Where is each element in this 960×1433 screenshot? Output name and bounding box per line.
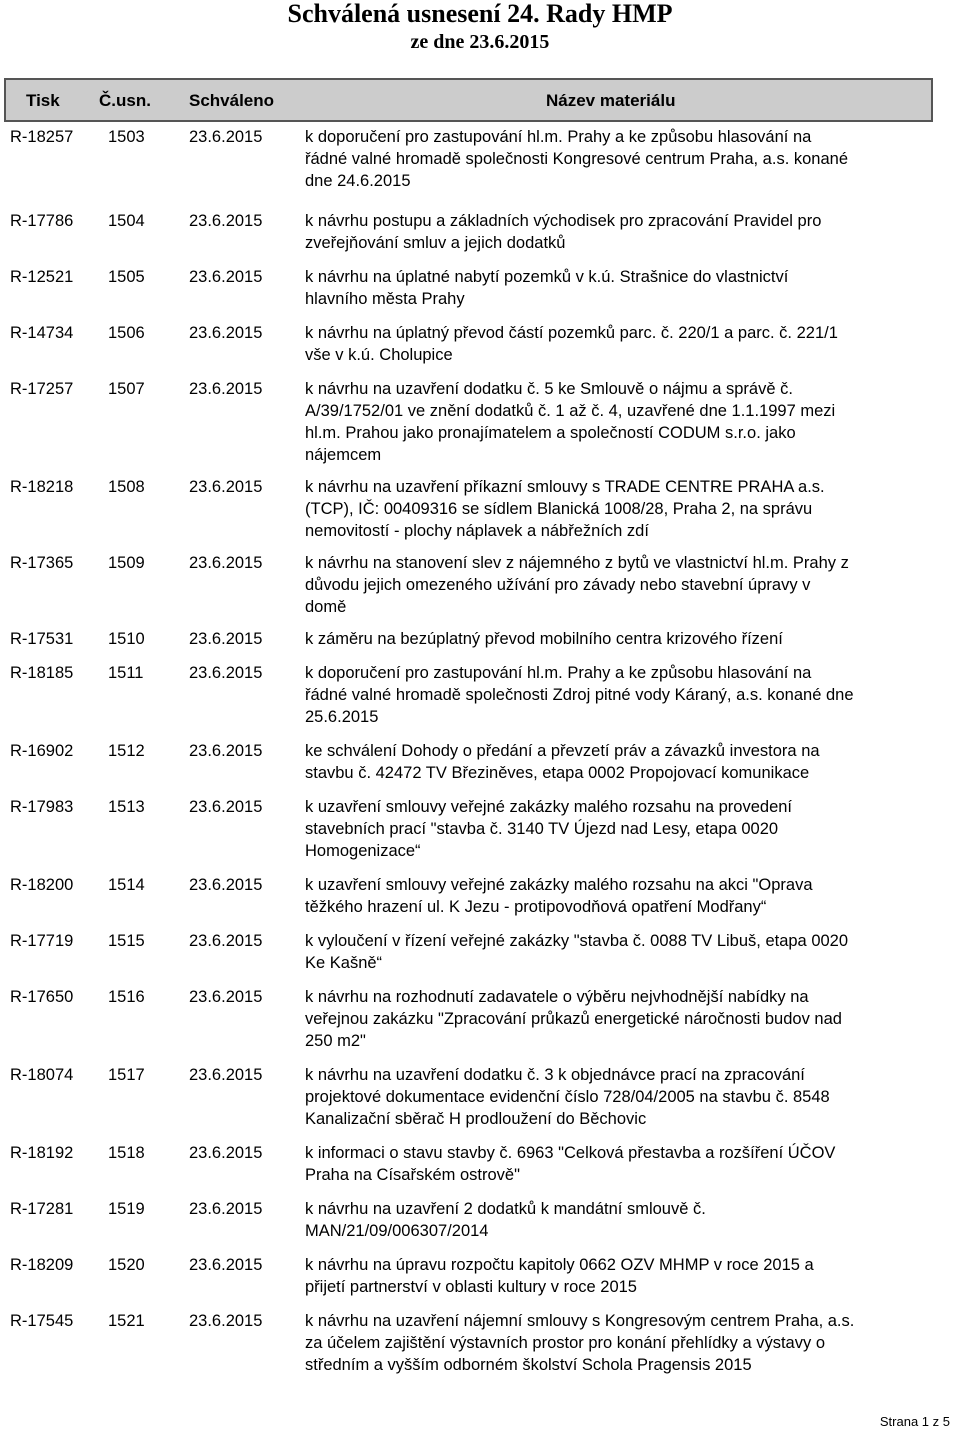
table-row: [0, 266, 960, 310]
tisk-cell: R-18074: [10, 1066, 74, 1084]
tisk-cell: R-18257: [10, 128, 74, 146]
table-row: [0, 1254, 960, 1298]
material-name-line: zveřejňování smluv a jejich dodatků: [305, 234, 566, 252]
resolution-number-cell: 1503: [108, 128, 145, 146]
approved-date-cell: 23.6.2015: [189, 1200, 263, 1218]
material-name-line: k návrhu na stanovení slev z nájemného z bytů ve vlastnictví hl.m. Prahy z: [305, 554, 849, 572]
material-name-line: řádné valné hromadě společnosti Zdroj pitné vody Káraný, a.s. konané dne: [305, 686, 854, 704]
material-name-cell: [305, 552, 945, 618]
resolution-number-cell: 1520: [108, 1256, 145, 1274]
table-row: [0, 210, 960, 254]
resolution-number-cell: 1514: [108, 876, 145, 894]
approved-date-cell: 23.6.2015: [189, 988, 263, 1006]
table-header: [4, 78, 933, 122]
material-name-cell: [305, 930, 945, 974]
resolution-number-cell: 1504: [108, 212, 145, 230]
tisk-cell: R-17257: [10, 380, 74, 398]
tisk-cell: R-16902: [10, 742, 74, 760]
page-subtitle: ze dne 23.6.2015: [410, 31, 550, 53]
resolution-number-cell: 1509: [108, 554, 145, 572]
resolution-number-cell: 1513: [108, 798, 145, 816]
table-row: [0, 476, 960, 542]
table-row: [0, 930, 960, 974]
table-row: [0, 1310, 960, 1376]
approved-date-cell: 23.6.2015: [189, 554, 263, 572]
approved-date-cell: 23.6.2015: [189, 324, 263, 342]
material-name-line: dne 24.6.2015: [305, 172, 411, 190]
material-name-line: k uzavření smlouvy veřejné zakázky malého rozsahu na akci "Oprava: [305, 876, 813, 894]
material-name-cell: [305, 210, 945, 254]
tisk-cell: R-18192: [10, 1144, 74, 1162]
material-name-cell: [305, 874, 945, 918]
material-name-line: hl.m. Prahou jako pronajímatelem a společností CODUM s.r.o. jako: [305, 424, 796, 442]
material-name-line: přijetí partnerství v oblasti kultury v roce 2015: [305, 1278, 637, 1296]
column-header-schvaleno: Schváleno: [189, 91, 275, 110]
tisk-cell: R-18185: [10, 664, 74, 682]
approved-date-cell: 23.6.2015: [189, 798, 263, 816]
approved-date-cell: 23.6.2015: [189, 1312, 263, 1330]
material-name-line: (TCP), IČ: 00409316 se sídlem Blanická 1008/28, Praha 2, na správu: [305, 500, 813, 518]
tisk-cell: R-17365: [10, 554, 74, 572]
approved-date-cell: 23.6.2015: [189, 630, 263, 648]
material-name-line: domě: [305, 598, 347, 616]
tisk-cell: R-17531: [10, 630, 74, 648]
page-title-block: [0, 0, 960, 53]
material-name-line: hlavního města Prahy: [305, 290, 465, 308]
material-name-cell: [305, 322, 945, 366]
tisk-cell: R-14734: [10, 324, 74, 342]
material-name-cell: [305, 126, 945, 192]
material-name-line: ke schválení Dohody o předání a převzetí práv a závazků investora na: [305, 742, 820, 760]
material-name-line: k návrhu na uzavření 2 dodatků k mandátní smlouvě č.: [305, 1200, 706, 1218]
resolution-number-cell: 1519: [108, 1200, 145, 1218]
resolution-number-cell: 1508: [108, 478, 145, 496]
resolution-number-cell: 1510: [108, 630, 145, 648]
approved-date-cell: 23.6.2015: [189, 1256, 263, 1274]
material-name-line: vše v k.ú. Cholupice: [305, 346, 453, 364]
material-name-line: 25.6.2015: [305, 708, 379, 726]
tisk-cell: R-17545: [10, 1312, 74, 1330]
table-row: [0, 874, 960, 918]
table-row: [0, 1198, 960, 1242]
tisk-cell: R-12521: [10, 268, 74, 286]
material-name-cell: [305, 740, 945, 784]
resolution-number-cell: 1512: [108, 742, 145, 760]
material-name-cell: [305, 378, 945, 466]
material-name-line: k návrhu na uzavření dodatku č. 3 k objednávce prací na zpracování: [305, 1066, 805, 1084]
resolution-number-cell: 1515: [108, 932, 145, 950]
material-name-line: nájemcem: [305, 446, 382, 464]
material-name-line: k návrhu na úplatné nabytí pozemků v k.ú. Strašnice do vlastnictví: [305, 268, 789, 286]
tisk-cell: R-18200: [10, 876, 74, 894]
approved-date-cell: 23.6.2015: [189, 1066, 263, 1084]
material-name-line: k návrhu postupu a základních východisek pro zpracování Pravidel pro: [305, 212, 822, 230]
approved-date-cell: 23.6.2015: [189, 478, 263, 496]
table-row: [0, 986, 960, 1052]
material-name-cell: [305, 796, 945, 862]
resolution-number-cell: 1507: [108, 380, 145, 398]
table-row: [0, 662, 960, 728]
material-name-line: za účelem zajištění výstavních prostor pro konání přehlídky a výstavy o: [305, 1334, 825, 1352]
material-name-line: Praha na Císařském ostrově": [305, 1166, 520, 1184]
tisk-cell: R-18209: [10, 1256, 74, 1274]
approved-date-cell: 23.6.2015: [189, 128, 263, 146]
approved-date-cell: 23.6.2015: [189, 932, 263, 950]
table-row: [0, 552, 960, 618]
tisk-cell: R-17719: [10, 932, 74, 950]
approved-date-cell: 23.6.2015: [189, 212, 263, 230]
material-name-line: nemovitostí - plochy náplavek a nábřežních zdí: [305, 522, 649, 540]
material-name-cell: [305, 1198, 945, 1242]
material-name-line: k návrhu na uzavření dodatku č. 5 ke Smlouvě o nájmu a správě č.: [305, 380, 793, 398]
material-name-cell: [305, 1310, 945, 1376]
material-name-line: k návrhu na rozhodnutí zadavatele o výběru nejvhodnější nabídky na: [305, 988, 809, 1006]
material-name-line: Homogenizace“: [305, 842, 421, 860]
tisk-cell: R-17650: [10, 988, 74, 1006]
material-name-line: 250 m2": [305, 1032, 366, 1050]
page-number: Strana 1 z 5: [879, 1414, 950, 1429]
material-name-line: k doporučení pro zastupování hl.m. Prahy a ke způsobu hlasování na: [305, 128, 812, 146]
material-name-line: k návrhu na úplatný převod částí pozemků parc. č. 220/1 a parc. č. 221/1: [305, 324, 838, 342]
table-row: [0, 1064, 960, 1130]
material-name-cell: [305, 628, 945, 650]
resolution-number-cell: 1511: [108, 664, 144, 682]
material-name-line: středním a vyšším odborném školství Schola Pragensis 2015: [305, 1356, 752, 1374]
material-name-line: řádné valné hromadě společnosti Kongresové centrum Praha, a.s. konané: [305, 150, 848, 168]
column-header-nazev: Název materiálu: [546, 91, 676, 110]
material-name-line: Kanalizační sběrač H prodloužení do Běchovic: [305, 1110, 647, 1128]
material-name-cell: [305, 266, 945, 310]
table-row: [0, 126, 960, 192]
material-name-line: těžkého hrazení ul. K Jezu - protipovodňová opatření Modřany“: [305, 898, 767, 916]
table-row: [0, 740, 960, 784]
page-title: Schválená usnesení 24. Rady HMP: [287, 0, 673, 28]
material-name-line: MAN/21/09/006307/2014: [305, 1222, 489, 1240]
resolution-number-cell: 1505: [108, 268, 145, 286]
material-name-line: projektové dokumentace evidenční číslo 728/04/2005 na stavbu č. 8548: [305, 1088, 830, 1106]
table-row: [0, 378, 960, 466]
material-name-cell: [305, 1064, 945, 1130]
column-header-tisk: Tisk: [26, 91, 60, 110]
resolution-number-cell: 1506: [108, 324, 145, 342]
material-name-cell: [305, 476, 945, 542]
material-name-line: k vyloučení v řízení veřejné zakázky "stavba č. 0088 TV Libuš, etapa 0020: [305, 932, 849, 950]
material-name-line: veřejnou zakázku "Zpracování průkazů energetické náročnosti budov nad: [305, 1010, 842, 1028]
column-header-cusn: Č.usn.: [99, 91, 151, 110]
table-row: [0, 628, 960, 650]
material-name-line: A/39/1752/01 ve znění dodatků č. 1 až č. 4, uzavřené dne 1.1.1997 mezi: [305, 402, 836, 420]
resolution-number-cell: 1517: [108, 1066, 145, 1084]
approved-date-cell: 23.6.2015: [189, 876, 263, 894]
material-name-cell: [305, 662, 945, 728]
approved-date-cell: 23.6.2015: [189, 380, 263, 398]
material-name-line: k doporučení pro zastupování hl.m. Prahy a ke způsobu hlasování na: [305, 664, 812, 682]
material-name-line: k návrhu na úpravu rozpočtu kapitoly 0662 OZV MHMP v roce 2015 a: [305, 1256, 814, 1274]
material-name-cell: [305, 1142, 945, 1186]
material-name-line: k návrhu na uzavření příkazní smlouvy s TRADE CENTRE PRAHA a.s.: [305, 478, 825, 496]
table-row: [0, 322, 960, 366]
resolution-number-cell: 1521: [108, 1312, 145, 1330]
approved-date-cell: 23.6.2015: [189, 1144, 263, 1162]
material-name-line: stavebních prací "stavba č. 3140 TV Újezd nad Lesy, etapa 0020: [305, 820, 779, 838]
material-name-line: Ke Kašně“: [305, 954, 383, 972]
resolution-number-cell: 1516: [108, 988, 145, 1006]
tisk-cell: R-18218: [10, 478, 74, 496]
material-name-line: k uzavření smlouvy veřejné zakázky malého rozsahu na provedení: [305, 798, 792, 816]
tisk-cell: R-17281: [10, 1200, 74, 1218]
approved-date-cell: 23.6.2015: [189, 742, 263, 760]
material-name-line: k informaci o stavu stavby č. 6963 "Celková přestavba a rozšíření ÚČOV: [305, 1144, 836, 1162]
material-name-line: k návrhu na uzavření nájemní smlouvy s Kongresovým centrem Praha, a.s.: [305, 1312, 855, 1330]
tisk-cell: R-17983: [10, 798, 74, 816]
tisk-cell: R-17786: [10, 212, 74, 230]
table-row: [0, 1142, 960, 1186]
approved-date-cell: 23.6.2015: [189, 664, 263, 682]
material-name-cell: [305, 1254, 945, 1298]
material-name-line: důvodu jejich omezeného užívání pro závady nebo stavební úpravy v: [305, 576, 811, 594]
material-name-cell: [305, 986, 945, 1052]
table-row: [0, 796, 960, 862]
resolution-number-cell: 1518: [108, 1144, 145, 1162]
approved-date-cell: 23.6.2015: [189, 268, 263, 286]
material-name-line: stavbu č. 42472 TV Březiněves, etapa 0002 Propojovací komunikace: [305, 764, 810, 782]
material-name-line: k záměru na bezúplatný převod mobilního centra krizového řízení: [305, 630, 783, 648]
